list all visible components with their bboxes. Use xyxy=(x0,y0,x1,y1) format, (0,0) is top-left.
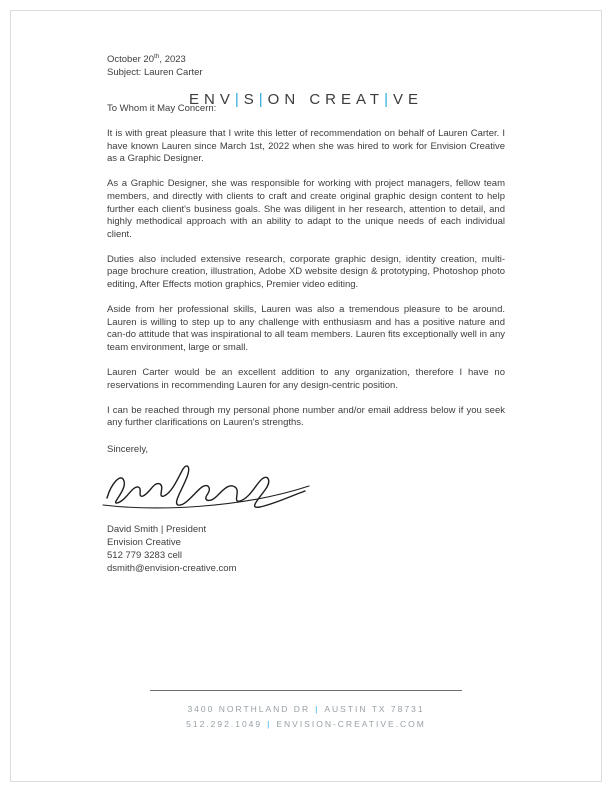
letter-page xyxy=(10,10,602,782)
letter-body xyxy=(107,11,505,575)
letter-paragraph: Aside from her professional skills, Lauren was also a tremendous pleasure to be around. Lauren is willing to step up to any challenge with enthusiasm and has a positive nature and can-do attitude that was inspirational to all team members. Lauren fits exceptionally well in any team environment, large or small. xyxy=(107,304,505,353)
signer-phone: 512 779 3283 cell xyxy=(107,550,183,562)
logo-text: ENV xyxy=(189,91,235,108)
footer-bar-icon: | xyxy=(267,719,272,729)
signer-block xyxy=(107,523,505,575)
logo-text: VE xyxy=(392,91,423,108)
letter-paragraph: It is with great pleasure that I write this letter of recommendation on behalf of Lauren Carter. I have known Lauren since March 1st, 2022 when she was hired to work for Envision Creative as a Graphic Designer. xyxy=(107,128,505,165)
logo-bar-icon: | xyxy=(384,91,393,108)
logo-bar-icon: | xyxy=(258,91,268,108)
signer-name-title: David Smith | President xyxy=(107,524,207,536)
signer-email: dsmith@envision-creative.com xyxy=(107,563,237,575)
letter-subject: Subject: Lauren Carter xyxy=(107,67,203,78)
footer-divider xyxy=(150,690,462,691)
signer-company: Envision Creative xyxy=(107,537,181,549)
date-text: , 2023 xyxy=(159,54,186,65)
letter-paragraph: I can be reached through my personal phone number and/or email address below if you seek any further clarifications on Lauren's strengths. xyxy=(107,404,505,429)
date-text: October 20 xyxy=(107,54,154,65)
signature-image xyxy=(99,458,505,521)
footer-bar-icon: | xyxy=(315,704,320,714)
letter-paragraph: Duties also included extensive research, corporate graphic design, identity creation, multi-page brochure creation, illustration, Adobe XD website design & prototyping, Photoshop photo editing, After Effects motion graphics, Premier video editing. xyxy=(107,253,505,291)
footer-city: AUSTIN TX 78731 xyxy=(324,704,425,714)
footer-contact-line xyxy=(11,719,601,729)
letter-paragraph: Lauren Carter would be an excellent addition to any organization, therefore I have no reservations in recommending Lauren for any design-centric position. xyxy=(107,367,505,391)
letter-meta xyxy=(107,53,505,79)
letterhead-footer xyxy=(11,690,601,729)
letter-paragraph: As a Graphic Designer, she was responsible for working with project managers, fellow team members, and directly with clients to craft and create original graphic design content to help further each client's business goals. She was diligent in her research, attention to detail, and highly methodical approach with an ability to adapt to the unique needs of each individual client. xyxy=(107,178,505,240)
footer-address: 3400 NORTHLAND DR xyxy=(187,704,311,714)
salutation: To Whom it May Concern: xyxy=(107,103,217,114)
logo-bar-icon: | xyxy=(234,91,244,108)
footer-website: ENVISION-CREATIVE.COM xyxy=(276,719,426,729)
closing: Sincerely, xyxy=(107,443,149,455)
logo-text: S xyxy=(243,91,259,108)
footer-address-line xyxy=(11,704,601,714)
logo-text: ON CREAT xyxy=(267,91,385,108)
letter-date xyxy=(107,53,505,66)
footer-phone: 512.292.1049 xyxy=(186,719,263,729)
date-ordinal: th xyxy=(154,52,160,60)
